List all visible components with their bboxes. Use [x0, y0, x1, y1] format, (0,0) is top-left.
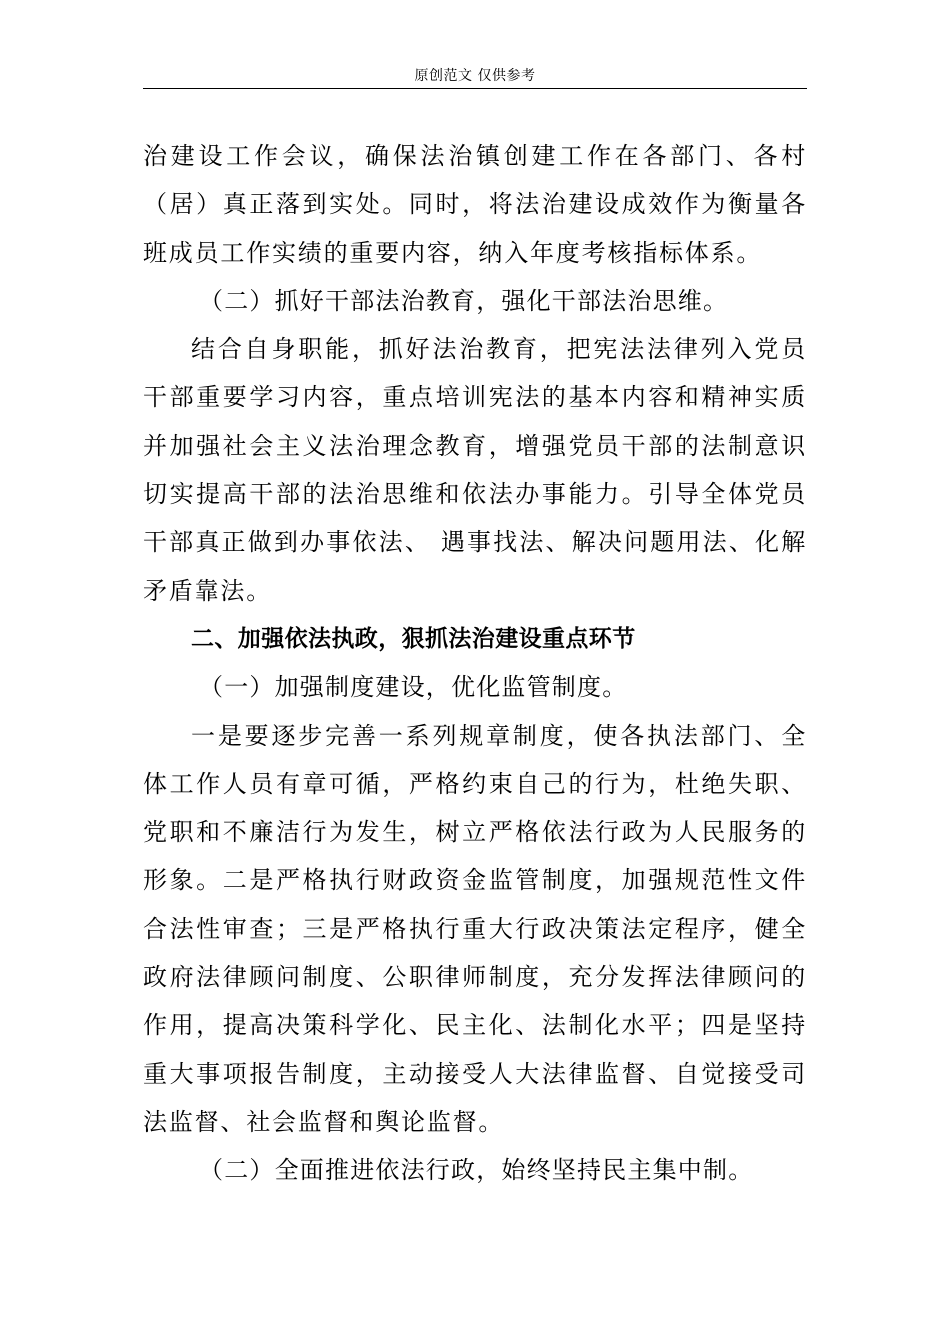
document-body [143, 132, 807, 1195]
header-text: 原创范文 仅供参考 [414, 68, 536, 84]
paragraph-cadre-education: 结合自身职能，抓好法治教育，把宪法法律列入党员干部重要学习内容，重点培训宪法的基本内容和精神实质并加强社会主义法治理念教育，增强党员干部的法制意识切实提高干部的法治思维和依法办事能力。引导全体党员干部真正做到办事依法、 遇事找法、解决问题用法、化解矛盾靠法。 [143, 335, 807, 605]
paragraph-continuation: 治建设工作会议，确保法治镇创建工作在各部门、各村（居）真正落到实处。同时，将法治建设成效作为衡量各班成员工作实绩的重要内容，纳入年度考核指标体系。 [143, 142, 807, 267]
paragraph-system-building: 一是要逐步完善一系列规章制度，使各执法部门、全体工作人员有章可循，严格约束自己的行为，杜绝失职、党职和不廉洁行为发生，树立严格依法行政为人民服务的形象。二是严格执行财政资金监管制度，加强规范性文件合法性审查；三是严格执行重大行政决策法定程序，健全政府法律顾问制度、公职律师制度，充分发挥法律顾问的作用，提高决策科学化、民主化、法制化水平；四是坚持重大事项报告制度，主动接受人大法律监督、自觉接受司法监督、社会监督和舆论监督。 [143, 721, 807, 1136]
subheading-law-administration: （二）全面推进依法行政，始终坚持民主集中制。 [199, 1156, 754, 1185]
subheading-cadre-education: （二）抓好干部法治教育，强化干部法治思维。 [199, 286, 729, 315]
page-header [143, 66, 807, 89]
section-heading-two: 二、加强依法执政，狠抓法治建设重点环节 [191, 625, 636, 652]
subheading-system-building: （一）加强制度建设，优化监管制度。 [199, 673, 628, 702]
